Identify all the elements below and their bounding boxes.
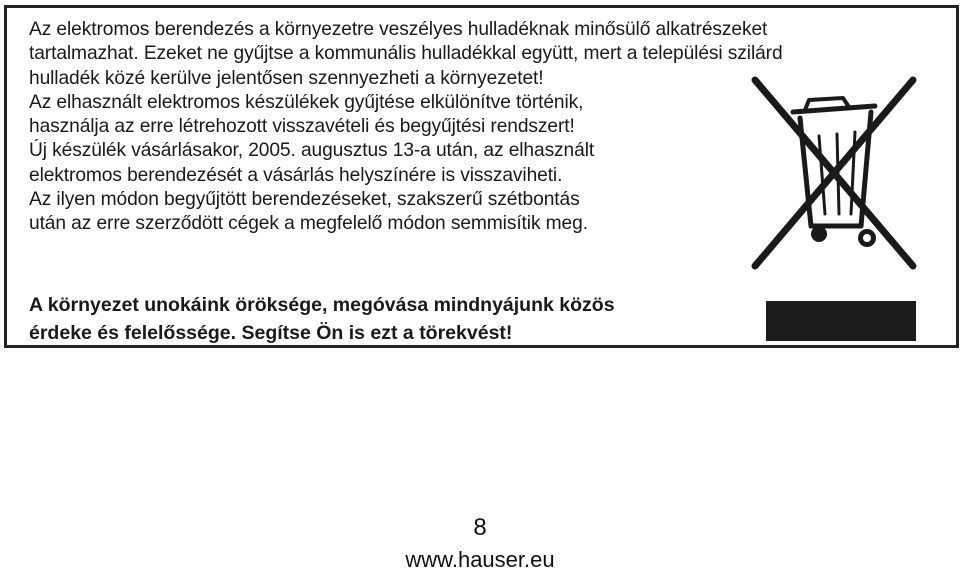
weee-notice-box bbox=[4, 5, 959, 348]
website-url: www.hauser.eu bbox=[405, 547, 555, 572]
notice-line: Új készülék vásárlásakor, 2005. augusztus 13-a után, az elhasznált bbox=[29, 140, 595, 162]
notice-slogan bbox=[29, 291, 615, 347]
slogan-line: érdeke és felelőssége. Segítse Ön is ezt a törekvést! bbox=[29, 322, 513, 344]
notice-line: használja az erre létrehozott visszavételi és begyűjtési rendszert! bbox=[29, 116, 575, 138]
notice-line: Az elektromos berendezés a környezetre veszélyes hulladéknak minősülő alkatrészeket bbox=[29, 19, 768, 40]
notice-line: elektromos berendezését a vásárlás helyszínére is visszaviheti. bbox=[29, 164, 563, 186]
notice-line: után az erre szerződött cégek a megfelelő módon semmisítik meg. bbox=[29, 213, 588, 235]
notice-line: Az ilyen módon begyűjtött berendezéseket, szakszerű szétbontás bbox=[29, 189, 580, 211]
notice-line: hulladék közé kerülve jelentősen szennyezheti a környezetet! bbox=[29, 67, 544, 89]
solid-bar-marking bbox=[766, 301, 916, 341]
crossed-out-wheelie-bin-icon bbox=[743, 74, 925, 274]
notice-line: tartalmazhat. Ezeket ne gyűjtse a kommunális hulladékkal együtt, mert a települési szilárd bbox=[29, 43, 783, 65]
page-number: 8 bbox=[473, 514, 487, 541]
notice-line: Az elhasznált elektromos készülékek gyűjtése elkülönítve történik, bbox=[29, 91, 584, 113]
slogan-line: A környezet unokáink öröksége, megóvása mindnyájunk közös bbox=[29, 294, 615, 316]
